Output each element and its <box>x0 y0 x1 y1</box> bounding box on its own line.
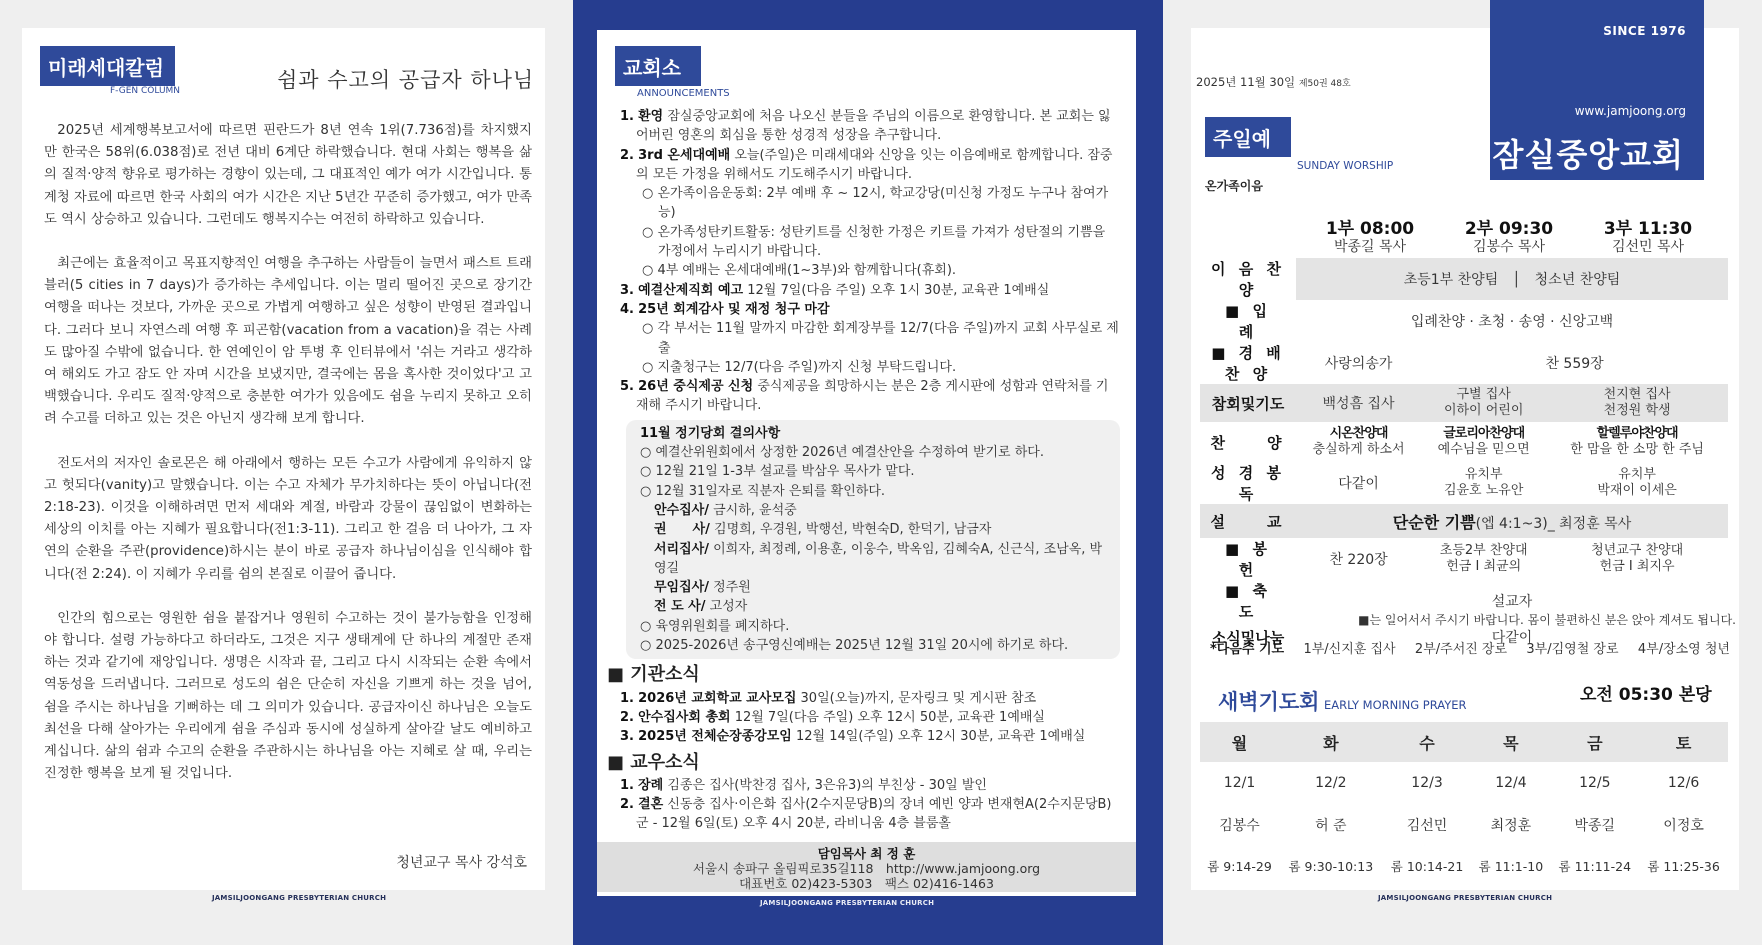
service-time: 2부 09:30 <box>1464 219 1554 239</box>
session-line: ○ 예결산위원회에서 상정한 2026년 예결산안을 수정하여 받기로 하다. <box>640 445 1044 461</box>
column-paragraph: 최근에는 효율적이고 목표지향적인 여행을 추구하는 사람들이 늘면서 패스트 트래블러(5 cities in 7 days)가 증가하는 추세입니다. 이는 멀리 떨어진 곳으로 장기간 여행을 떠나는 것보다, 가까운 곳으로 가볍게 여행하고 싶은 성향이 반영된 결과입니다. 그러다 보니 자연스레 여행 후 피곤함(vacation from a vacation)을 겪는 사례도 많아질 수밖에 없습니다. 한 연예인이 암 투병 후 인터뷰에서 '쉬는 거라고 생각하여 해외도 가고 잠도 안 자며 시간을 보냈지만, 결국에는 몸을 혹사한 것이었다'고 고백했습니다. 우리도 질적·양적으로 충분한 여가가 있음에도 쉼을 누리지 못하고 오히려 수고를 더하고 있는 것은 아닌지 생각해 보게 합니다. <box>44 256 532 427</box>
service-time: 3부 11:30 <box>1603 219 1693 239</box>
footer-brand-right: JAMSILJOONGANG PRESBYTERIAN CHURCH <box>1378 894 1553 902</box>
church-info-footer <box>597 842 1136 892</box>
announce-sub: ○ 온가족이음운동회: 2부 예배 후 ~ 12시, 학교강당(미신청 가정도 누구나 참여가능) <box>642 186 1109 221</box>
announce-item: 3. 예결산제직회 예고 12월 7일(다음 주일) 오후 1시 30분, 교육관 1예배실 <box>620 282 1050 298</box>
church-phone: 대표번호 02)423-5303 팩스 02)416-1463 <box>739 876 994 891</box>
member-item: 1. 장례 김종은 집사(박찬경 집사, 3은유3)의 부친상 - 30일 발인 <box>620 777 987 793</box>
sermon-title: 단순한 기쁨 <box>1392 512 1476 532</box>
footer-brand-left: JAMSILJOONGANG PRESBYTERIAN CHURCH <box>212 894 387 902</box>
order-row: 성 경 봉 독 다같이 유치부 김윤호 노유안 유치부 박재이 이세은 <box>1211 464 1677 503</box>
column-body <box>44 120 532 807</box>
order-row: 이 음 찬 양 초등1부 찬양팀 │ 청소년 찬양팀 <box>1200 258 1728 300</box>
announce-sub: ○ 지출청구는 12/7(다음 주일)까지 신청 부탁드립니다. <box>642 359 957 375</box>
morning-prayer-title: 새벽기도회 <box>1218 690 1320 714</box>
since-label: SINCE 1976 <box>1603 24 1686 38</box>
column-paragraph: 2025년 세계행복보고서에 따르면 핀란드가 8년 연속 1위(7.736점)를 차지했지만 한국은 58위(6.038점)로 전년 대비 6계단 하락했습니다. 현대 사회는 행복을 삶의 질적·양적 향유로 평가하는 경향이 있는데, 그 대표적인 예가 여가 시간입니다. 통계청 자료에 따르면 한국 사회의 여가 시간은 지난 5년간 꾸준히 증가했고, 여가 만족도 역시 상승하고 있습니다. 그런데도 행복지수는 여전히 하락하고 있습니다. <box>44 123 532 227</box>
worship-logo: 주일예배 <box>1205 117 1291 157</box>
order-row: 설 교 단순한 기쁨(엡 4:1~3)_ 최정훈 목사 <box>1200 504 1728 538</box>
announce-item: 2. 3rd 온세대예배 오늘(주일)은 미래세대와 신앙을 잇는 이음예배로 함께합니다. 잠중의 모든 가정을 위해서도 기도해주시기 바랍니다. <box>620 147 1113 182</box>
morning-prayer-subtitle: EARLY MORNING PRAYER <box>1324 698 1467 712</box>
announce-panel <box>597 30 1136 896</box>
standing-note: ■는 일어서서 주시기 바랍니다. 몸이 불편하신 분은 앉아 계셔도 됩니다. <box>1358 613 1736 627</box>
worship-logo-sub: SUNDAY WORSHIP <box>1297 160 1394 172</box>
next-week-prayer: *다음주 기도 1부/신지훈 집사 2부/주서진 장로 3부/김영철 장로 4부/장소영 청년 <box>1210 642 1730 657</box>
order-row: ■ 입 례 입례찬양 · 초청 · 송영 · 신앙고백 <box>1225 302 1614 341</box>
day-row: 월 화 수 목 금 토 <box>1200 722 1728 762</box>
session-line: ○ 12월 31일자로 직분자 은퇴를 확인하다. <box>640 483 886 499</box>
announce-item: 4. 25년 회계감사 및 재정 청구 마감 <box>620 301 830 317</box>
order-row: 소식및나눔 다같이 <box>1211 628 1533 647</box>
footer-brand-mid: JAMSILJOONGANG PRESBYTERIAN CHURCH <box>760 899 935 907</box>
session-line: ○ 2025-2026년 송구영신예배는 2025년 12월 31일 20시에 하기로 하다. <box>640 638 1069 654</box>
column-panel <box>22 28 545 890</box>
session-resolutions <box>626 420 1120 660</box>
scripture-row: 롬 9:14-29 롬 9:30-10:13 롬 10:14-21 롬 11:1-10 롬 11:11-24 롬 11:25-36 <box>1207 859 1720 874</box>
announce-logo-sub: ANNOUNCEMENTS <box>637 88 730 99</box>
order-row: 찬 양 시온찬양대 충실하게 하소서 글로리아찬양대 예수님을 믿으면 할렐루야찬양대 한 맘을 한 소망 한 주님 <box>1210 426 1704 457</box>
announce-item: 1. 환영 잠실중앙교회에 처음 나오신 분들을 주님의 이름으로 환영합니다. 본 교회는 잃어버린 영혼의 회심을 통한 성경적 성장을 추구합니다. <box>620 109 1111 144</box>
member-news-heading: ■ 교우소식 <box>607 751 700 773</box>
service-pastor: 김선민 목사 <box>1611 239 1685 255</box>
announce-sub: ○ 각 부서는 11월 말까지 마감한 회계장부를 12/7(다음 주일)까지 교회 사무실로 제출 <box>642 321 1119 356</box>
office-row: 서리집사/ 이희자, 최정례, 이용훈, 이웅수, 박옥임, 김혜숙A, 신근식, 조남옥, 박영길 <box>654 541 1103 576</box>
column-paragraph: 인간의 힘으로는 영원한 쉼을 붙잡거나 영원히 수고하는 것이 불가능함을 인정해야 합니다. 설령 가능하다고 하더라도, 그것은 지구 생태계에 단 하나의 계절만 존재하는 것과 같기에 재앙입니다. 생명은 시작과 끝, 그리고 다시 시작되는 순환 속에서 역동성을 드러냅니다. 그러므로 성도의 쉼은 단순히 자신을 기쁘게 하는 것을 넘어, 쉼을 주시는 하나님을 기뻐하는 데 그 의미가 있습니다. 공급자이신 하나님은 오늘도 최선을 다해 살아가는 우리에게 쉼을 주심과 동시에 성실하게 살아갈 날도 예비하고 계십니다. 삶의 쉼과 수고의 순환을 주관하시는 하나님을 아는 지혜로 살 때, 우리는 진정한 행복을 보게 될 것입니다. <box>44 610 532 782</box>
preacher-row: 김봉수 허 준 김선민 최정훈 박종길 이정호 <box>1219 818 1704 834</box>
office-row: 안수집사/ 금시하, 윤석중 <box>654 502 797 518</box>
announce-body <box>607 107 1120 834</box>
institution-item: 2. 안수집사회 총회 12월 7일(다음 주일) 오후 12시 50분, 교육관 1예배실 <box>620 709 1045 725</box>
worship-order-table <box>1200 258 1728 652</box>
column-paragraph: 전도서의 저자인 솔로몬은 해 아래에서 행하는 모든 수고가 사람에게 유익하지 않고 헛되다(vanity)고 말했습니다. 이는 수고 자체가 무가치하다는 뜻이 아닙니다(전 2:18-23). 이것을 이해하려면 먼저 세대와 계절, 바람과 강물이 끊임없이 변화하는 세상의 이치를 아는 지혜가 필요합니다(전1:3-11). 그리고 한 걸음 더 나아가, 그 자연의 순환을 주관(providence)하시는 분이 바로 공급자 하나님이심을 인식해야 합니다(전 2:24). 이 지혜가 우리를 쉼의 본질로 이끌어 줍니다. <box>44 455 532 582</box>
institution-item: 3. 2025년 전체순장종강모임 12월 14일(주일) 오후 12시 30분, 교육관 1예배실 <box>620 729 1086 745</box>
order-row: ■ 축 도 설교자 <box>1225 582 1533 621</box>
column-logo-sub: F-GEN COLUMN <box>110 86 181 96</box>
office-row: 전 도 사/ 고성자 <box>654 599 748 615</box>
church-url: www.jamjoong.org <box>1574 104 1686 118</box>
column-signature: 청년교구 목사 강석호 <box>396 855 527 871</box>
institution-news-heading: ■ 기관소식 <box>607 664 700 686</box>
church-header-block <box>1490 0 1704 180</box>
session-title: 11월 정기당회 결의사항 <box>640 425 781 441</box>
session-line: ○ 12월 21일 1-3부 설교를 박삼우 목사가 맡다. <box>640 464 915 480</box>
church-address: 서울시 송파구 올림픽로35길118 http://www.jamjoong.org <box>692 861 1041 876</box>
order-row: ■ 경 배 찬 양 사랑의송가 찬 559장 <box>1211 344 1604 383</box>
order-row: ■ 봉 헌 찬 220장 초등2부 찬양대 헌금 I 최균의 청년교구 찬양대 헌금 I 최지우 <box>1225 540 1684 579</box>
service-pastor: 김봉수 목사 <box>1472 239 1546 255</box>
session-line: ○ 육영위원회를 폐지하다. <box>640 618 790 634</box>
morning-prayer-time: 오전 05:30 본당 <box>1580 685 1712 705</box>
institution-item: 1. 2026년 교회학교 교사모집 30일(오늘)까지, 문자링크 및 게시판 참조 <box>620 690 1037 706</box>
announce-sub: ○ 온가족성탄키트활동: 성탄키트를 신청한 가정은 키트를 가져가 성탄절의 기쁨을 가정에서 누리시기 바랍니다. <box>642 224 1106 260</box>
office-row: 권 사/ 김명희, 우경원, 박행선, 박현숙D, 한덕기, 남금자 <box>654 522 992 538</box>
order-row: 참회및기도 백성흠 집사 구별 집사 이하이 어린이 천지현 집사 천정원 학생 <box>1200 384 1728 422</box>
column-logo: 미래세대칼럼 <box>40 46 175 86</box>
announce-sub: ○ 4부 예배는 온세대예배(1~3부)와 함께합니다(휴회). <box>642 263 957 279</box>
date-row: 12/1 12/2 12/3 12/4 12/5 12/6 <box>1223 775 1700 791</box>
worship-tag: 온가족이음 <box>1205 179 1263 193</box>
bulletin-date: 2025년 11월 30일 제50권 48호 <box>1196 75 1351 89</box>
morning-prayer-table <box>1200 722 1728 886</box>
announce-logo: 교회소식 <box>615 46 701 86</box>
service-pastor: 박종길 목사 <box>1333 239 1407 255</box>
office-row: 무임집사/ 정주원 <box>654 580 751 596</box>
column-title: 쉼과 수고의 공급자 하나님 <box>277 68 535 92</box>
announce-item: 5. 26년 중식제공 신청 중식제공을 희망하시는 분은 2층 게시판에 성함과 연락처를 기재해 주시기 바랍니다. <box>620 379 1109 414</box>
church-name: 잠실중앙교회 <box>1492 136 1684 174</box>
service-time: 1부 08:00 <box>1325 219 1415 239</box>
senior-pastor: 담임목사 최 정 훈 <box>817 846 916 861</box>
member-item: 2. 결혼 신동충 집사·이은화 집사(2수지문당B)의 장녀 예빈 양과 변재현A(2수지문당B) 군 - 12월 6일(토) 오후 4시 20분, 라비니움 4층 블룸홀 <box>620 797 1112 832</box>
